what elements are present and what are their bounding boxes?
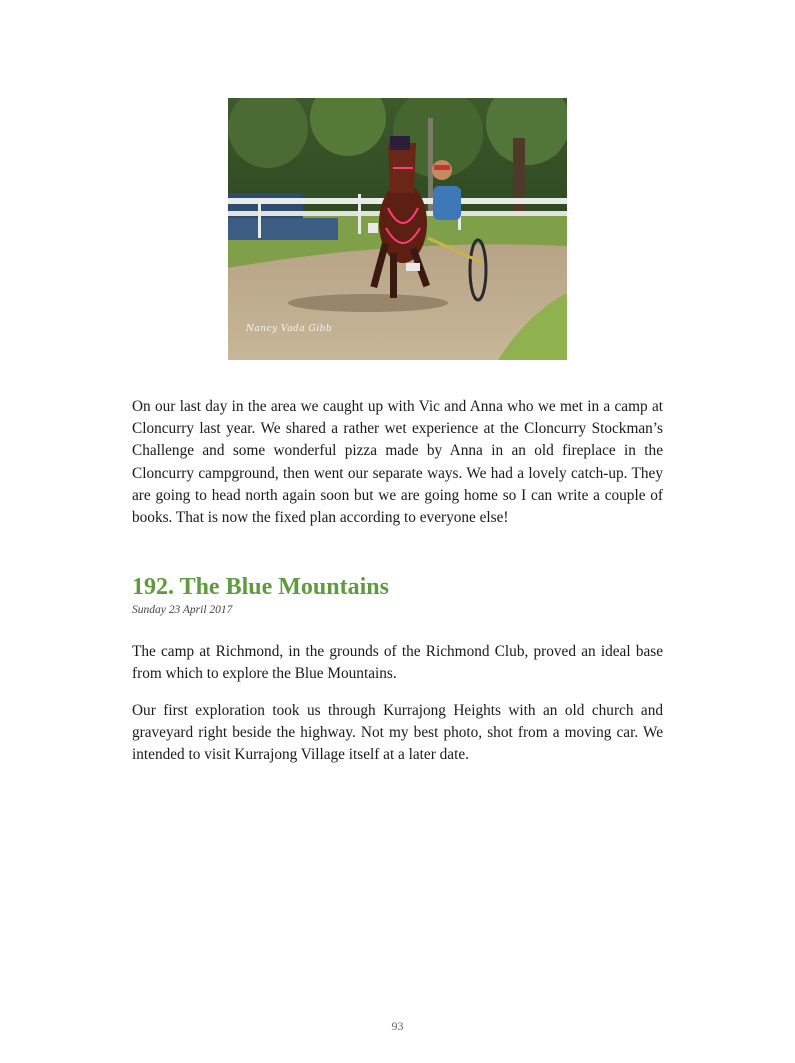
photo-illustration [228,98,567,360]
paragraph-cloncurry-catchup: On our last day in the area we caught up with Vic and Anna who we met in a camp at Cloncurry last year. We shared a rather wet experience at the Cloncurry Stockman’s Challenge and some wonderful pizza made by Anna in an old fireplace in the Cloncurry campground, then went our separate ways. We had a lovely catch-up. They are going to head north again soon but we are going home so I can write a couple of books. That is now the fixed plan according to everyone else! [132,398,663,527]
page-number: 93 [391,1019,404,1033]
section-heading: 192. The Blue Mountains [132,574,389,600]
harness-racing-photo [228,98,567,360]
photo-watermark: Nancy Vada Gibb [246,324,333,334]
paragraph-kurrajong-heights: Our first exploration took us through Kurrajong Heights with an old church and graveyard right beside the highway. Not my best photo, shot from a moving car. We intended to visit Kurrajong Village itself at a later date. [132,702,663,764]
section-date: Sunday 23 April 2017 [132,604,233,616]
paragraph-richmond-camp: The camp at Richmond, in the grounds of the Richmond Club, proved an ideal base from which to explore the Blue Mountains. [132,643,663,683]
